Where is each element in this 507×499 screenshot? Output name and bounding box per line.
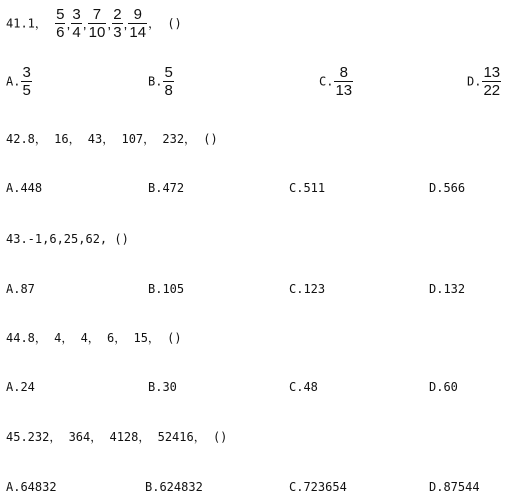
fraction: $\frac{2}{3}$ bbox=[113, 6, 122, 41]
fraction: $\frac{8}{13}$ bbox=[335, 64, 353, 99]
option-d: D.60 bbox=[429, 380, 458, 394]
fraction: $\frac{3}{5}$ bbox=[22, 64, 31, 99]
fraction: $\frac{7}{10}$ bbox=[88, 6, 106, 41]
question-41-number: 41.1， bbox=[6, 16, 47, 31]
question-44: 44.8， 4， 4， 6， 15， () bbox=[6, 331, 182, 345]
option-a: A.64832 bbox=[6, 480, 57, 494]
question-43: 43.-1,6,25,62, () bbox=[6, 232, 129, 246]
question-42: 42.8， 16， 43， 107， 232， () bbox=[6, 132, 218, 146]
option-c: C.48 bbox=[289, 380, 318, 394]
option-a: A.448 bbox=[6, 181, 43, 195]
option-d: D. $\frac{13}{22}$ bbox=[467, 64, 501, 99]
option-c: C.511 bbox=[289, 181, 326, 195]
question-41: 41.1， $\frac{5}{6}$ , $\frac{3}{4}$ , $\frac{7}{10}$ , $\frac{2}{3}$ , $\frac{9}{14}$ ， () bbox=[6, 6, 182, 41]
option-d: D.566 bbox=[429, 181, 466, 195]
option-a: A.87 bbox=[6, 282, 35, 296]
option-c: C.123 bbox=[289, 282, 326, 296]
option-a: A.24 bbox=[6, 380, 35, 394]
fraction: $\frac{9}{14}$ bbox=[129, 6, 147, 41]
question-41-blank: ， () bbox=[148, 16, 182, 31]
option-b: B.30 bbox=[148, 380, 177, 394]
question-45: 45.232， 364， 4128， 52416， () bbox=[6, 430, 228, 444]
option-b: B.472 bbox=[148, 181, 185, 195]
fraction: $\frac{13}{22}$ bbox=[483, 64, 501, 99]
fraction: $\frac{5}{6}$ bbox=[56, 6, 65, 41]
option-c: C. $\frac{8}{13}$ bbox=[319, 64, 353, 99]
option-d: D.87544 bbox=[429, 480, 480, 494]
option-c: C.723654 bbox=[289, 480, 347, 494]
option-b: B. $\frac{5}{8}$ bbox=[148, 64, 173, 99]
option-b: B.624832 bbox=[145, 480, 203, 494]
fraction: $\frac{5}{8}$ bbox=[164, 64, 173, 99]
option-d: D.132 bbox=[429, 282, 466, 296]
option-b: B.105 bbox=[148, 282, 185, 296]
option-a: A. $\frac{3}{5}$ bbox=[6, 64, 31, 99]
fraction: $\frac{3}{4}$ bbox=[72, 6, 81, 41]
